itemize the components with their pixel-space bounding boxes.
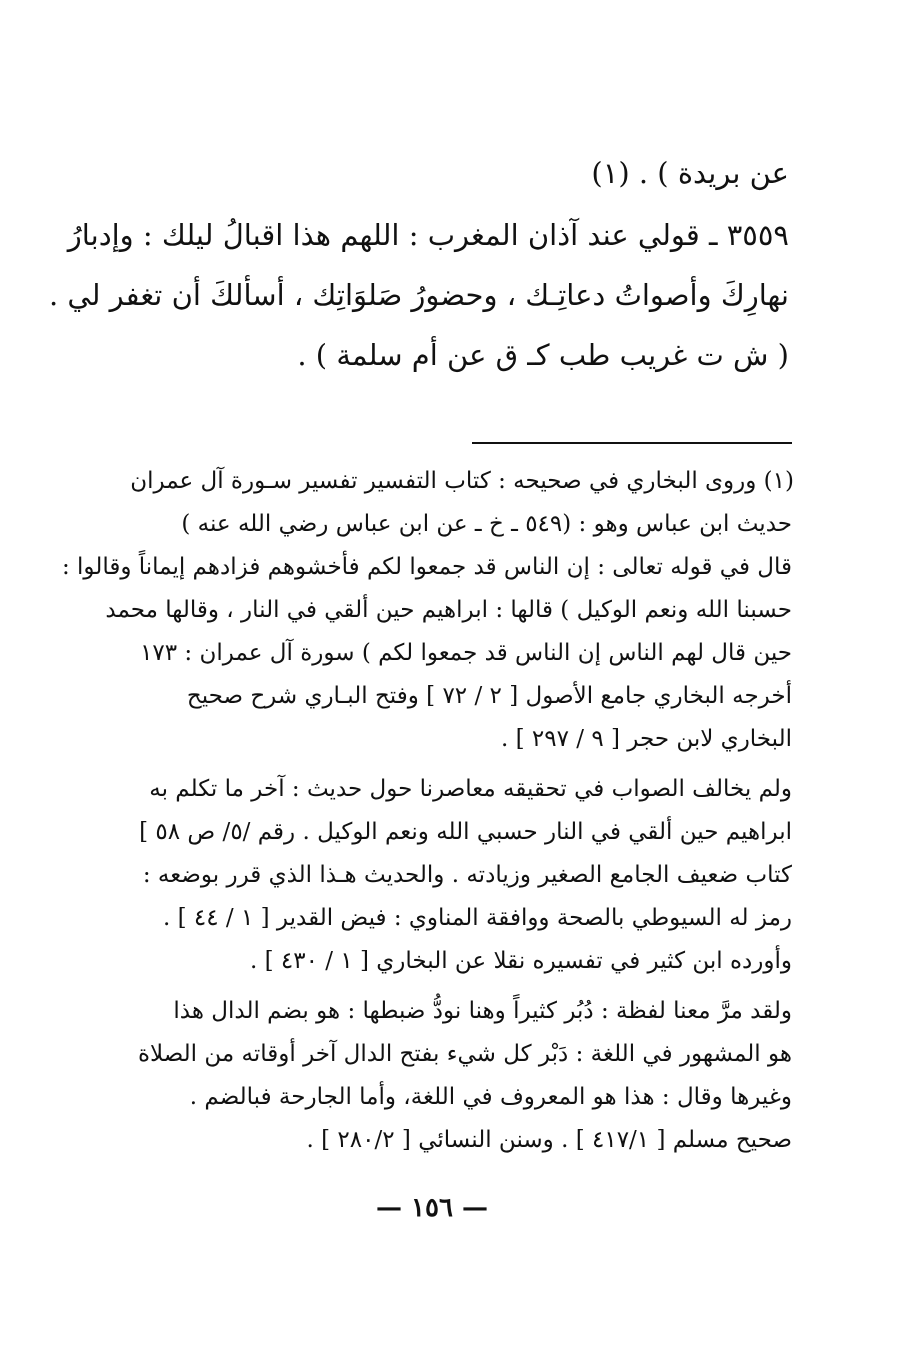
footnote-line-9: ابراهيم حين ألقي في النار حسبي الله ونعم الوكيل . رقم /٥/ ص ٥٨ ] (139, 819, 792, 845)
footnote-line-16: صحيح مسلم [ ٤١٧/١ ] . وسنن النسائي [ ٢٨٠/٢ ] . (306, 1127, 792, 1153)
main-text-line-4: ( ش ت غريب طب كـ ق عن أم سلمة ) . (297, 338, 789, 372)
footnote-line-7: البخاري لابن حجر [ ٩ / ٢٩٧ ] . (500, 726, 792, 752)
main-text-line-1: عن بريدة ) . (١) (591, 156, 789, 190)
footnote-line-2: حديث ابن عباس وهو : (٥٤٩ ـ خ ـ عن ابن عباس رضي الله عنه ) (181, 511, 792, 537)
footnote-separator (472, 442, 792, 444)
footnote-line-1: (١) وروى البخاري في صحيحه : كتاب التفسير تفسير سـورة آل عمران (130, 468, 794, 494)
footnote-line-12: وأورده ابن كثير في تفسيره نقلا عن البخاري [ ١ / ٤٣٠ ] . (250, 948, 792, 974)
footnote-line-14: هو المشهور في اللغة : دَبْر كل شيء بفتح الدال آخر أوقاته من الصلاة (137, 1041, 792, 1067)
footnote-line-6: أخرجه البخاري جامع الأصول [ ٢ / ٧٢ ] وفتح البـاري شرح صحيح (186, 683, 792, 709)
footnote-line-11: رمز له السيوطي بالصحة ووافقة المناوي : فيض القدير [ ١ / ٤٤ ] . (162, 905, 792, 931)
main-text-line-2: ٣٥٥٩ ـ قولي عند آذان المغرب : اللهم هذا اقبالُ ليلك : وإدبارُ (67, 218, 789, 252)
main-text-line-3: نهارِكَ وأصواتُ دعاتِـك ، وحضورُ صَلوَاتِك ، أسألكَ أن تغفر لي . (48, 278, 789, 312)
page-number: — ١٥٦ — (375, 1193, 489, 1223)
footnote-line-5: حين قال لهم الناس إن الناس قد جمعوا لكم ) سورة آل عمران : ١٧٣ (140, 640, 792, 666)
footnote-line-4: حسبنا الله ونعم الوكيل ) قالها : ابراهيم حين ألقي في النار ، وقالها محمد (105, 597, 792, 623)
footnote-line-8: ولم يخالف الصواب في تحقيقه معاصرنا حول حديث : آخر ما تكلم به (149, 776, 792, 802)
footnote-line-10: كتاب ضعيف الجامع الصغير وزيادته . والحديث هـذا الذي قرر بوضعه : (142, 862, 792, 888)
footnote-line-13: ولقد مرَّ معنا لفظة : دُبُر كثيراً وهنا نودُّ ضبطها : هو بضم الدال هذا (173, 998, 792, 1024)
footnote-line-15: وغيرها وقال : هذا هو المعروف في اللغة، وأما الجارحة فبالضم . (189, 1084, 792, 1110)
footnote-line-3: قال في قوله تعالى : إن الناس قد جمعوا لكم فأخشوهم فزادهم إيماناً وقالوا : (61, 554, 792, 580)
